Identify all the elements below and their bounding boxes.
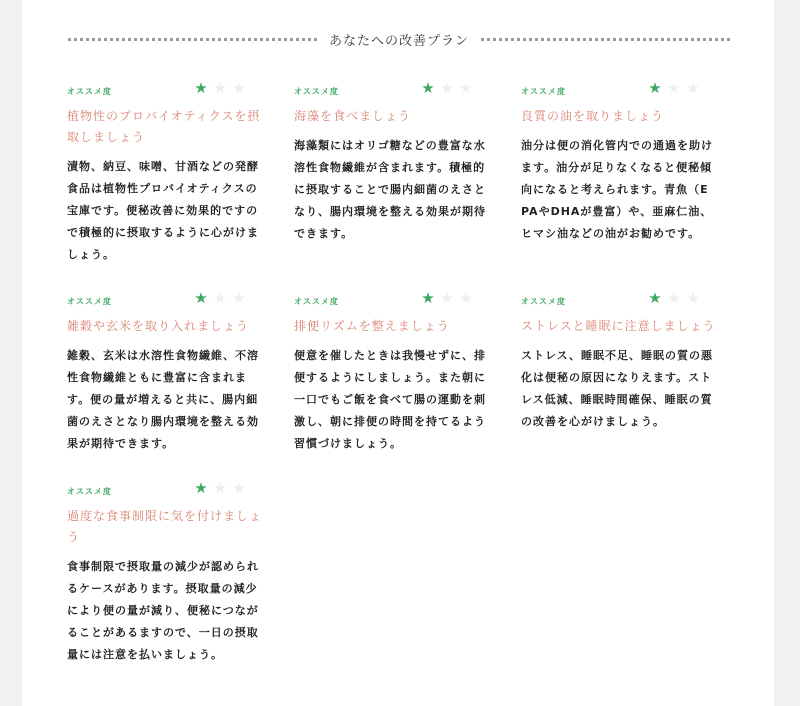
star-empty-icon: ★ <box>667 289 681 307</box>
recommendation-label: オススメ度 <box>67 487 112 496</box>
plan-title: 海藻を食べましょう <box>294 109 412 123</box>
rating-stars <box>647 290 704 306</box>
star-empty-icon: ★ <box>459 79 473 97</box>
rating-stars <box>420 80 477 96</box>
plan-description: 漬物、納豆、味噌、甘酒などの発酵食品は植物性プロバイオティクスの宝庫です。便秘改善に効果的ですので積極的に摂取するように心がけましょう。 <box>67 160 259 261</box>
recommendation-label: オススメ度 <box>294 297 339 306</box>
rating-stars <box>193 480 250 496</box>
star-empty-icon: ★ <box>667 79 681 97</box>
plan-card <box>67 480 263 666</box>
plan-description: 食事制限で摂取量の減少が認められるケースがあります。摂取量の減少により便の量が減り、便秘につながることがあるますので、一日の摂取量には注意を払いましょう。 <box>67 560 259 661</box>
plan-title: 植物性のプロバイオティクスを摂取しましょう <box>67 109 261 144</box>
rating-stars <box>193 80 250 96</box>
star-filled-icon: ★ <box>194 79 208 97</box>
section-title: あなたへの改善プラン <box>329 33 470 49</box>
star-empty-icon: ★ <box>686 79 700 97</box>
plan-card <box>521 80 717 245</box>
star-empty-icon: ★ <box>213 79 227 97</box>
plan-title: 排便リズムを整えましょう <box>294 319 450 333</box>
recommendation-label: オススメ度 <box>67 87 112 96</box>
star-empty-icon: ★ <box>213 289 227 307</box>
dotted-divider-right <box>481 38 730 41</box>
recommendation-label: オススメ度 <box>521 297 566 306</box>
plan-description: 海藻類にはオリゴ糖などの豊富な水溶性食物繊維が含まれます。積極的に摂取することで腸内細菌のえさとなり、腸内環境を整える効果が期待できます。 <box>294 139 486 240</box>
star-filled-icon: ★ <box>648 79 662 97</box>
plan-card <box>67 290 263 455</box>
star-empty-icon: ★ <box>459 289 473 307</box>
star-filled-icon: ★ <box>648 289 662 307</box>
plan-title: ストレスと睡眠に注意しましょう <box>521 319 716 333</box>
plan-description: ストレス、睡眠不足、睡眠の質の悪化は便秘の原因になりえます。ストレス低減、睡眠時間確保、睡眠の質の改善を心がけましょう。 <box>521 349 713 428</box>
star-empty-icon: ★ <box>213 479 227 497</box>
plan-title: 良質の油を取りましょう <box>521 109 665 123</box>
star-empty-icon: ★ <box>440 79 454 97</box>
star-filled-icon: ★ <box>421 79 435 97</box>
plan-card <box>521 290 717 433</box>
star-filled-icon: ★ <box>194 479 208 497</box>
plan-description: 便意を催したときは我慢せずに、排便するようにしましょう。また朝に一口でもご飯を食べて腸の運動を刺激し、朝に排便の時間を持てるよう習慣づけましょう。 <box>294 349 486 450</box>
rating-stars <box>420 290 477 306</box>
star-filled-icon: ★ <box>194 289 208 307</box>
plan-description: 雑穀、玄米は水溶性食物繊維、不溶性食物繊維ともに豊富に含まれます。便の量が増えると共に、腸内細菌のえさとなり腸内環境を整える効果が期待できます。 <box>67 349 259 450</box>
recommendation-label: オススメ度 <box>67 297 112 306</box>
star-empty-icon: ★ <box>232 79 246 97</box>
rating-stars <box>647 80 704 96</box>
star-empty-icon: ★ <box>686 289 700 307</box>
content-panel <box>22 0 774 706</box>
dotted-divider-left <box>68 38 317 41</box>
star-empty-icon: ★ <box>440 289 454 307</box>
plan-description: 油分は便の消化管内での通過を助けます。油分が足りなくなると便秘傾向になると考えられます。青魚（EPAやDHAが豊富）や、亜麻仁油、ヒマシ油などの油がお勧めです。 <box>521 139 713 240</box>
plan-title: 雑穀や玄米を取り入れましょう <box>67 319 250 333</box>
plan-card <box>67 80 263 266</box>
star-empty-icon: ★ <box>232 479 246 497</box>
plan-card <box>294 290 490 455</box>
recommendation-label: オススメ度 <box>521 87 566 96</box>
plan-title: 過度な食事制限に気を付けましょう <box>67 509 263 544</box>
section-header <box>68 26 730 52</box>
recommendation-label: オススメ度 <box>294 87 339 96</box>
rating-stars <box>193 290 250 306</box>
star-filled-icon: ★ <box>421 289 435 307</box>
plan-card <box>294 80 490 245</box>
star-empty-icon: ★ <box>232 289 246 307</box>
